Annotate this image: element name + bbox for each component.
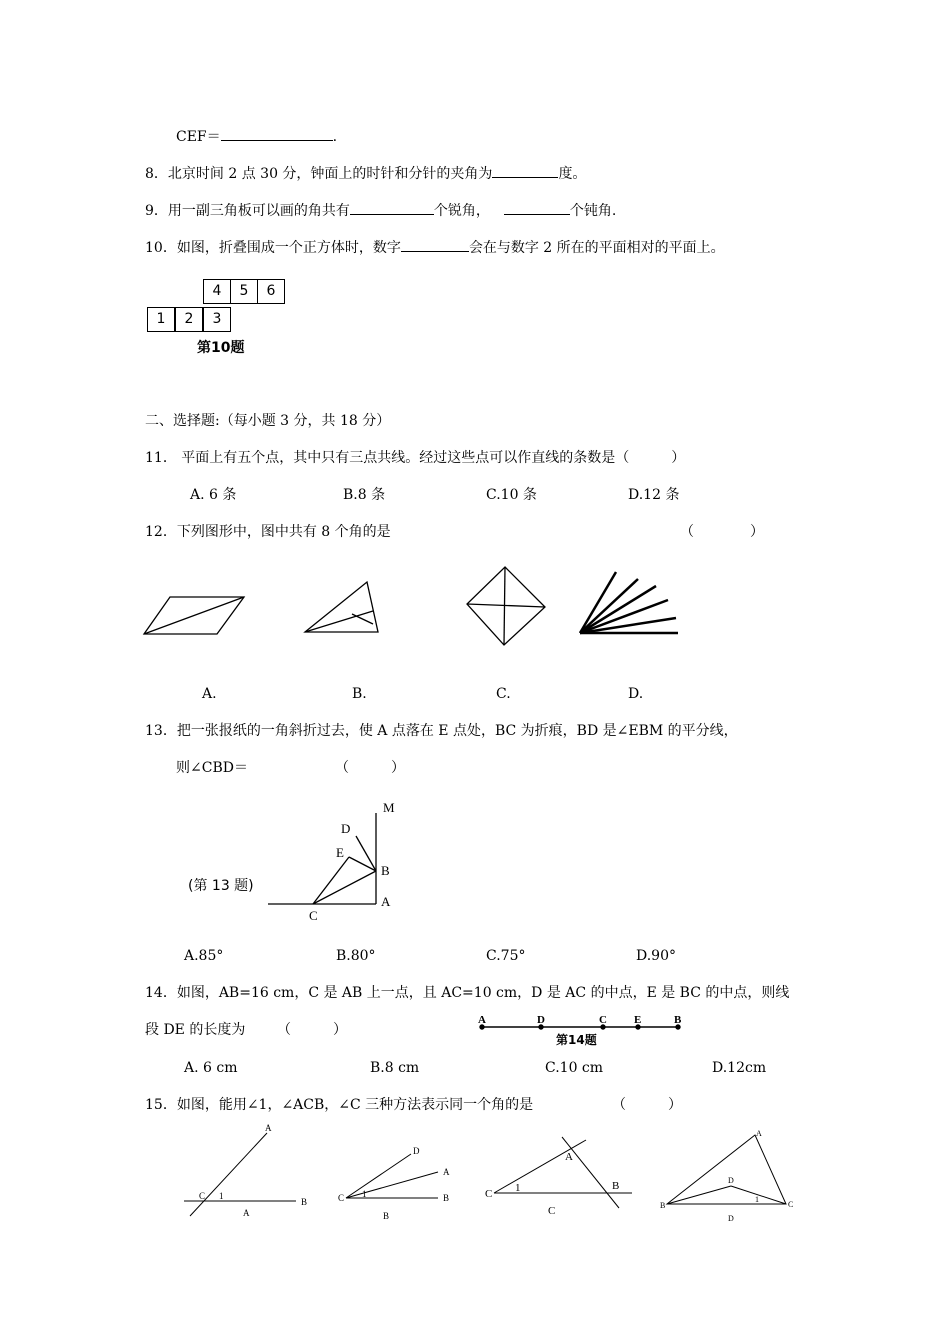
section-heading: 二、选择题:（每小题 3 分，共 18 分） bbox=[145, 413, 391, 429]
fig-a-label-b: B bbox=[301, 1197, 308, 1207]
answer-paren[interactable]: （ ） bbox=[612, 1097, 682, 1113]
question-10: 10．如图，折叠围成一个正方体时，数字 会在与数字 2 所在的平面相对的平面上。 bbox=[145, 237, 725, 257]
label-b: B bbox=[381, 863, 390, 878]
q15-figure-c bbox=[494, 1137, 632, 1208]
question-14-line2: 段 DE 的长度为 bbox=[145, 1022, 246, 1038]
point-e: E bbox=[634, 1014, 642, 1026]
q12-figure-c bbox=[467, 567, 545, 645]
q12-figure-b bbox=[305, 582, 378, 632]
q15-figure-d bbox=[667, 1135, 786, 1204]
answer-paren[interactable]: （ ） bbox=[277, 1022, 347, 1038]
point-b: B bbox=[674, 1014, 682, 1026]
answer-paren[interactable]: （ ） bbox=[680, 524, 764, 540]
q12-figure-a bbox=[144, 597, 244, 634]
figure-caption: (第 13 题) bbox=[188, 878, 254, 894]
fig-a-label-1: 1 bbox=[219, 1191, 224, 1201]
option-c[interactable]: C. bbox=[496, 686, 511, 702]
fig-c-label-b: B bbox=[612, 1180, 620, 1192]
point-a: A bbox=[478, 1014, 486, 1026]
q15-figure-b bbox=[346, 1154, 438, 1198]
point-c: C bbox=[599, 1014, 607, 1026]
label-d: D bbox=[341, 821, 351, 836]
question-15: 15．如图，能用∠1，∠ACB，∠C 三种方法表示同一个角的是 bbox=[145, 1097, 534, 1113]
option-a[interactable]: A. 6 cm bbox=[184, 1060, 238, 1076]
question-11: 11． 平面上有五个点，其中只有三点共线。经过这些点可以作直线的条数是（ ） bbox=[145, 450, 686, 466]
option-d[interactable]: D.12 条 bbox=[628, 487, 680, 503]
fig-a-caption: A bbox=[243, 1208, 250, 1218]
fig-a-label-c: C bbox=[199, 1191, 206, 1201]
fig-b-label-1: 1 bbox=[362, 1189, 367, 1199]
point-d: D bbox=[537, 1014, 545, 1026]
question-14: 14．如图，AB=16 cm，C 是 AB 上一点，且 AC=10 cm，D 是 AC 的中点，E 是 BC 的中点，则线 bbox=[145, 985, 790, 1001]
option-b[interactable]: B. bbox=[352, 686, 367, 702]
label-a: A bbox=[381, 894, 391, 909]
question-12: 12．下列图形中，图中共有 8 个角的是 bbox=[145, 524, 391, 540]
net-cell: 5 bbox=[230, 279, 258, 304]
option-d[interactable]: D.12cm bbox=[712, 1060, 767, 1076]
option-a[interactable]: A. 6 条 bbox=[190, 487, 237, 503]
q15-figure-a bbox=[184, 1133, 296, 1216]
option-d[interactable]: D. bbox=[628, 686, 644, 702]
option-c[interactable]: C.10 条 bbox=[486, 487, 537, 503]
label-m: M bbox=[383, 800, 395, 815]
q13-figure bbox=[268, 813, 376, 904]
fig-b-caption: B bbox=[383, 1211, 390, 1221]
option-a[interactable]: A.85° bbox=[184, 948, 224, 964]
net-cell: 4 bbox=[203, 279, 231, 304]
fig-b-label-d: D bbox=[413, 1146, 420, 1156]
fig-a-label-a: A bbox=[265, 1123, 272, 1133]
question-13-line2: 则∠CBD＝ bbox=[176, 760, 248, 776]
net-cell: 3 bbox=[203, 307, 231, 332]
net-cell: 1 bbox=[147, 307, 175, 332]
fig-d-label-c: C bbox=[788, 1200, 794, 1209]
fig-c-label-c: C bbox=[485, 1188, 493, 1200]
figure-caption: 第10题 bbox=[197, 340, 245, 356]
fig-b-label-c: C bbox=[338, 1193, 345, 1203]
net-cell: 6 bbox=[257, 279, 285, 304]
fig-d-label-d: D bbox=[728, 1176, 734, 1185]
fig-b-label-a: A bbox=[443, 1167, 450, 1177]
fig-d-label-b: B bbox=[660, 1201, 666, 1210]
question-8: 8．北京时间 2 点 30 分，钟面上的时针和分针的夹角为 度。 bbox=[145, 163, 586, 183]
fig-c-caption: C bbox=[548, 1205, 556, 1217]
fig-d-caption: D bbox=[728, 1214, 734, 1223]
label-c: C bbox=[309, 908, 318, 923]
option-d[interactable]: D.90° bbox=[636, 948, 676, 964]
figure-caption: 第14题 bbox=[556, 1033, 597, 1047]
q12-figure-d bbox=[580, 572, 678, 633]
fig-d-label-a: A bbox=[756, 1129, 762, 1138]
option-c[interactable]: C.10 cm bbox=[545, 1060, 604, 1076]
fig-d-label-1: 1 bbox=[755, 1195, 759, 1204]
fig-c-label-a: A bbox=[565, 1151, 573, 1163]
option-b[interactable]: B.8 条 bbox=[343, 487, 386, 503]
answer-paren[interactable]: （ ） bbox=[335, 760, 405, 776]
net-cell: 2 bbox=[175, 307, 203, 332]
option-a[interactable]: A. bbox=[202, 686, 217, 702]
q14-segment-figure bbox=[480, 1025, 680, 1029]
label-e: E bbox=[336, 845, 344, 860]
option-b[interactable]: B.8 cm bbox=[370, 1060, 420, 1076]
question-9: 9．用一副三角板可以画的角共有 个锐角， 个钝角. bbox=[145, 200, 616, 220]
option-b[interactable]: B.80° bbox=[336, 948, 376, 964]
q7-tail: CEF＝ . bbox=[176, 126, 337, 146]
fig-c-label-1: 1 bbox=[515, 1182, 521, 1194]
fig-b-label-b: B bbox=[443, 1193, 450, 1203]
question-13: 13．把一张报纸的一角斜折过去，使 A 点落在 E 点处，BC 为折痕，BD 是∠EBM 的平分线， bbox=[145, 723, 738, 739]
option-c[interactable]: C.75° bbox=[486, 948, 526, 964]
